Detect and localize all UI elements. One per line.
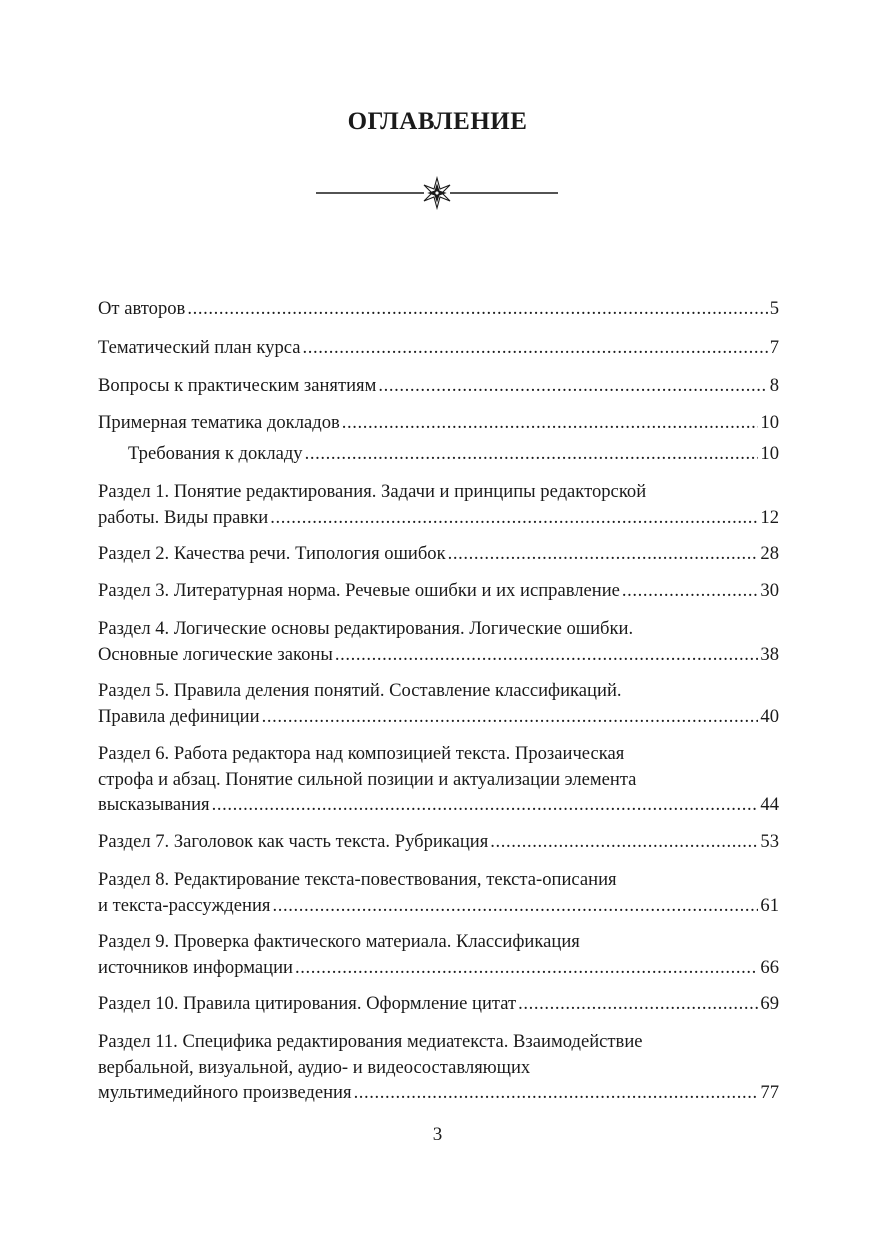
dot-leader	[262, 704, 759, 730]
toc-entry-title: вербальной, визуальной, аудио- и видеосоставляющих	[98, 1056, 531, 1078]
toc-entry[interactable]	[98, 541, 779, 567]
toc-entry[interactable]	[98, 867, 779, 918]
toc-entry[interactable]	[98, 991, 779, 1017]
toc-entry[interactable]	[98, 410, 779, 436]
dot-leader	[448, 541, 759, 567]
toc-entry-title: высказывания	[98, 794, 210, 815]
toc-entry-page: 10	[760, 412, 779, 433]
star-ornament-icon	[314, 176, 560, 210]
dot-leader	[342, 410, 759, 436]
toc-entry[interactable]	[98, 479, 779, 530]
dot-leader	[335, 642, 759, 668]
toc-entry-title: и текста-рассуждения	[98, 894, 271, 916]
toc-entry-title: Раздел 1. Понятие редактирования. Задачи и принципы редакторской	[98, 481, 647, 502]
toc-entry-page: 8	[769, 375, 779, 396]
toc-entry[interactable]	[98, 678, 779, 729]
page-number: 3	[432, 1124, 443, 1145]
toc-entry-title: работы. Виды правки	[98, 506, 269, 528]
toc-entry-title: Раздел 2. Качества речи. Типология ошибок	[98, 543, 446, 564]
dot-leader	[490, 829, 758, 855]
dot-leader	[187, 296, 767, 322]
dot-leader	[270, 505, 758, 531]
toc-entry-page: 66	[760, 956, 779, 978]
toc-entry-page: 5	[769, 298, 779, 319]
toc-entry-page: 12	[760, 506, 779, 528]
toc-entry-page: 28	[760, 543, 779, 564]
toc-entry-title: Правила дефиниции	[98, 705, 260, 727]
toc-entry-title: Раздел 10. Правила цитирования. Оформление цитат	[98, 993, 517, 1014]
toc-entry-title: мультимедийного произведения	[98, 1082, 352, 1103]
toc-entry-title: Раздел 6. Работа редактора над композицией текста. Прозаическая	[98, 743, 625, 764]
toc-entry-title: Примерная тематика докладов	[98, 412, 340, 433]
toc-subentry[interactable]	[128, 441, 779, 467]
toc-entry-title: От авторов	[98, 298, 186, 319]
dot-leader	[622, 578, 758, 604]
toc-entry-page: 38	[760, 643, 779, 665]
toc-entry-page: 53	[760, 831, 779, 852]
toc-entry-title: Раздел 8. Редактирование текста-повествования, текста-описания	[98, 869, 617, 890]
dot-leader	[305, 441, 759, 467]
toc-entry-page: 10	[760, 443, 779, 464]
dot-leader	[302, 335, 767, 361]
toc-entry-page: 30	[760, 580, 779, 601]
toc-entry-title: Требования к докладу	[128, 443, 303, 464]
dot-leader	[518, 991, 758, 1017]
toc-entry-page: 69	[760, 993, 779, 1014]
toc-entry-page: 77	[760, 1082, 779, 1103]
toc-entry[interactable]	[98, 741, 779, 818]
toc-entry-page: 61	[760, 894, 779, 916]
toc-entry-title: Тематический план курса	[98, 337, 301, 358]
toc-entry-title: Вопросы к практическим занятиям	[98, 375, 377, 396]
toc-entry[interactable]	[98, 829, 779, 855]
toc-entry-title: Раздел 11. Специфика редактирования медиатекста. Взаимодействие	[98, 1031, 643, 1052]
toc-entry-title: Раздел 5. Правила деления понятий. Составление классификаций.	[98, 680, 622, 701]
toc-entry-title: Раздел 4. Логические основы редактирования. Логические ошибки.	[98, 618, 634, 639]
page-title: ОГЛАВЛЕНИЕ	[347, 108, 528, 135]
toc-entry-title: Раздел 3. Литературная норма. Речевые ошибки и их исправление	[98, 580, 620, 601]
toc-entry[interactable]	[98, 296, 779, 322]
toc-entry-title: Раздел 9. Проверка фактического материала. Классификация	[98, 931, 580, 952]
toc-entry[interactable]	[98, 616, 779, 667]
toc-entry-title: строфа и абзац. Понятие сильной позиции и актуализации элемента	[98, 768, 637, 790]
toc-entry[interactable]	[98, 335, 779, 361]
dot-leader	[378, 373, 767, 399]
toc-entry[interactable]	[98, 578, 779, 604]
dot-leader	[354, 1080, 759, 1106]
toc-entry-title: Раздел 7. Заголовок как часть текста. Рубрикация	[98, 831, 489, 852]
toc-entry-page: 7	[769, 337, 779, 358]
toc-entry[interactable]	[98, 929, 779, 980]
dot-leader	[272, 893, 758, 919]
dot-leader	[295, 955, 758, 981]
toc-entry-page: 44	[760, 794, 779, 815]
toc-entry-page: 40	[760, 705, 779, 727]
toc-entry-title: источников информации	[98, 956, 293, 978]
dot-leader	[212, 792, 759, 818]
toc-entry[interactable]	[98, 373, 779, 399]
toc-entry-title: Основные логические законы	[98, 643, 333, 665]
toc-entry[interactable]	[98, 1029, 779, 1106]
